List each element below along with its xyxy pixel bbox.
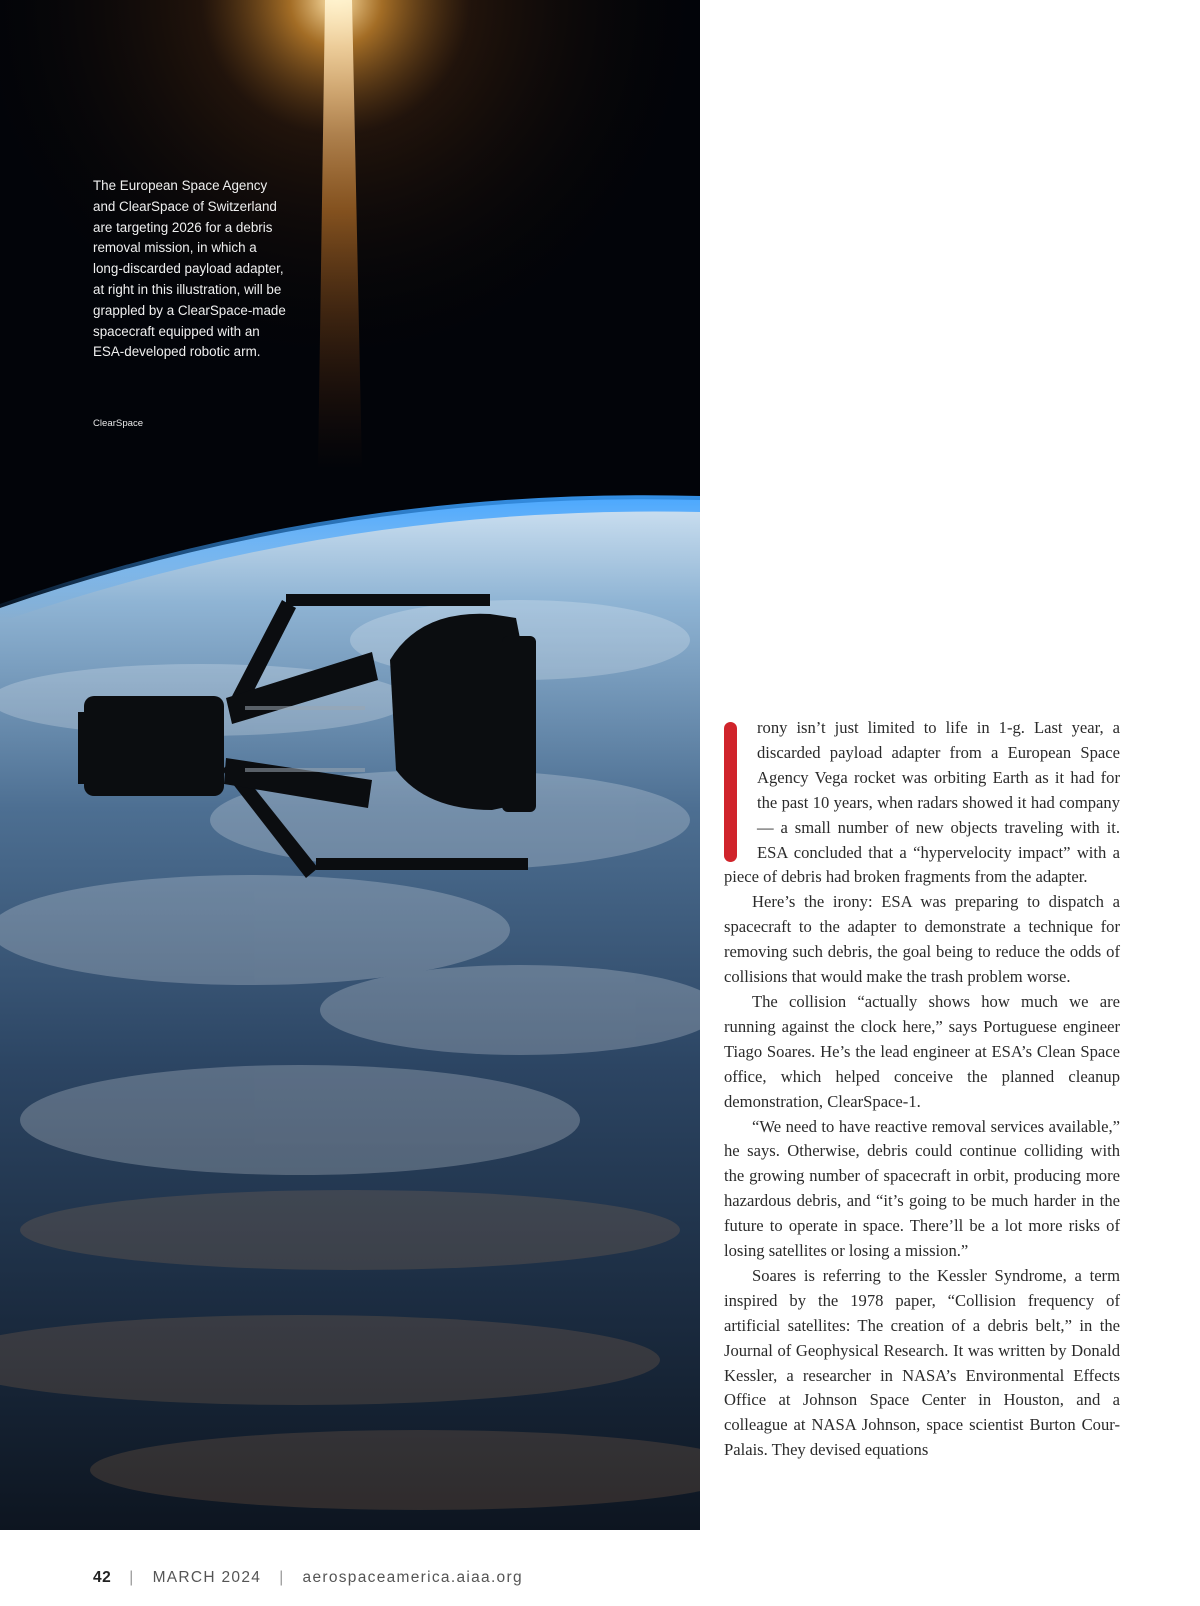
photo-credit: ClearSpace [93, 418, 144, 429]
footer-separator: | [129, 1569, 135, 1586]
issue-date: MARCH 2024 [152, 1569, 262, 1586]
article-paragraph: Soares is referring to the Kessler Syndrome, a term inspired by the 1978 paper, “Collision frequency of artificial satellites: The creation of a debris belt,” in the Journal of Geophysical Research. It was written by Donald Kessler, a researcher in NASA’s Environmental Effects Office at Johnson Space Center in Houston, and a colleague at NASA Johnson, space scientist Burton Cour-Palais. They devised equations [724, 1265, 1120, 1460]
article-paragraph: Here’s the irony: ESA was preparing to dispatch a spacecraft to the adapter to demonstrate a technique for removing such debris, the goal being to reduce the odds of collisions that would make the trash problem worse. [724, 892, 1120, 987]
article-body [724, 716, 1120, 1463]
footer-separator: | [279, 1569, 285, 1586]
page-footer [93, 1569, 523, 1587]
drop-cap [724, 722, 737, 862]
article-paragraph: “We need to have reactive removal services available,” he says. Otherwise, debris could continue colliding with the growing number of spacecraft in orbit, producing more hazardous debris, and “it’s going to be much harder in the future to operate in space. There’ll be a lot more risks of losing satellites or losing a mission.” [724, 1116, 1120, 1261]
photo-caption: The European Space Agency and ClearSpace of Switzerland are targeting 2026 for a debris removal mission, in which a long-discarded payload adapter, at right in this illustration, will be grappled by a ClearSpace-made spacecraft equipped with an ESA-developed robotic arm. [93, 178, 286, 360]
site-url: aerospaceamerica.aiaa.org [302, 1569, 523, 1586]
article-paragraph: The collision “actually shows how much we are running against the clock here,” says Portuguese engineer Tiago Soares. He’s the lead engineer at ESA’s Clean Space office, which helped conceive the planned cleanup demonstration, ClearSpace-1. [724, 991, 1120, 1111]
page-number: 42 [93, 1569, 112, 1586]
article-paragraph: rony isn’t just limited to life in 1-g. Last year, a discarded payload adapter from a European Space Agency Vega rocket was orbiting Earth as it had for the past 10 years, when radars showed it had company — a small number of new objects traveling with it. ESA concluded that a “hypervelocity impact” with a piece of debris had broken fragments from the adapter. [724, 718, 1120, 887]
